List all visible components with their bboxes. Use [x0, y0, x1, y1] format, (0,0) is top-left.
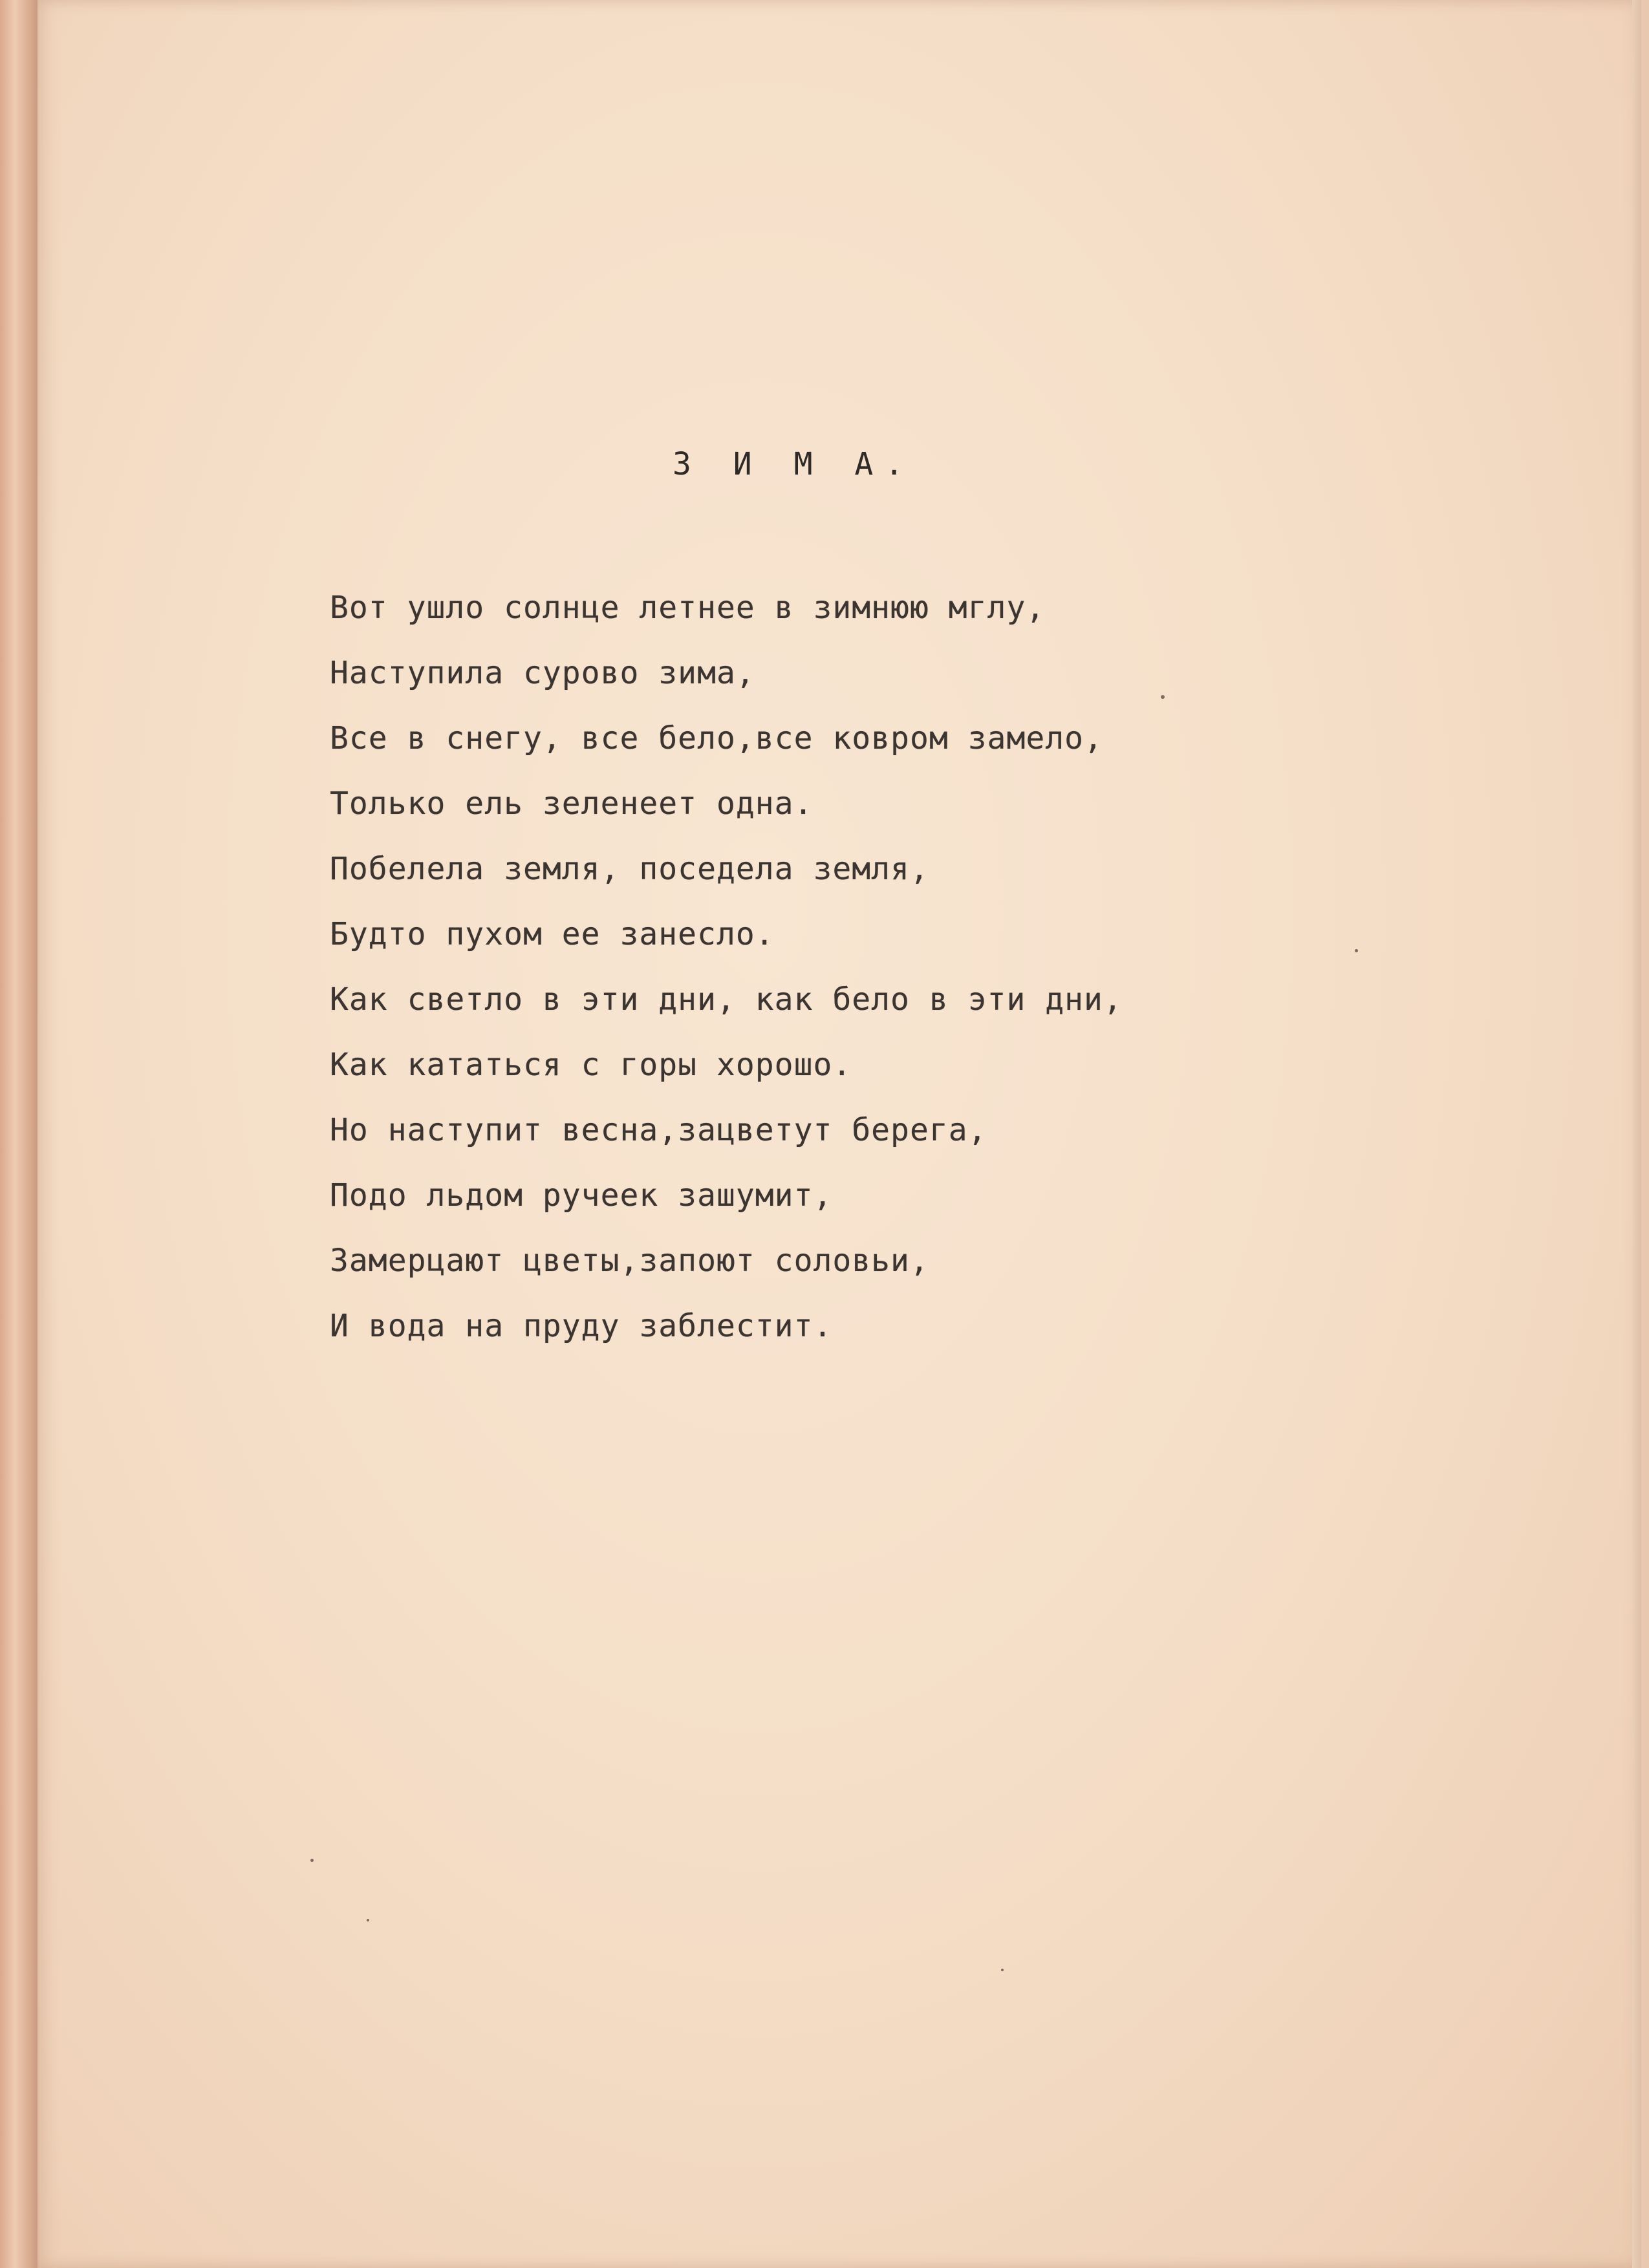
- paper-speck: [1001, 1969, 1004, 1971]
- poem-line: Подо льдом ручеек зашумит,: [330, 1177, 833, 1214]
- poem-line: Все в снегу, все бело,все ковром замело,: [330, 720, 1103, 756]
- poem-line: Побелела земля, поседела земля,: [330, 851, 929, 887]
- poem-title: З И М А.: [673, 446, 916, 482]
- poem-line: Только ель зеленеет одна.: [330, 786, 814, 822]
- poem-line: Замерцают цветы,запоют соловьи,: [330, 1243, 929, 1279]
- poem-line: И вода на пруду заблестит.: [330, 1308, 833, 1344]
- poem-body: [330, 575, 1123, 1359]
- poem-line: Как кататься с горы хорошо.: [330, 1047, 852, 1083]
- paper-speck: [310, 1859, 314, 1862]
- paper-speck: [1355, 949, 1358, 952]
- poem-line: Вот ушло солнце летнее в зимнюю мглу,: [330, 590, 1046, 626]
- page-edge: [1632, 0, 1641, 2268]
- paper-speck: [367, 1919, 369, 1921]
- poem-line: Будто пухом ее занесло.: [330, 916, 775, 952]
- poem-line: Наступила сурово зима,: [330, 655, 755, 691]
- poem-line: Но наступит весна,зацветут берега,: [330, 1112, 987, 1148]
- paper-speck: [1161, 695, 1165, 699]
- poem-line: Как светло в эти дни, как бело в эти дни,: [330, 981, 1123, 1018]
- book-spine: [0, 0, 38, 2268]
